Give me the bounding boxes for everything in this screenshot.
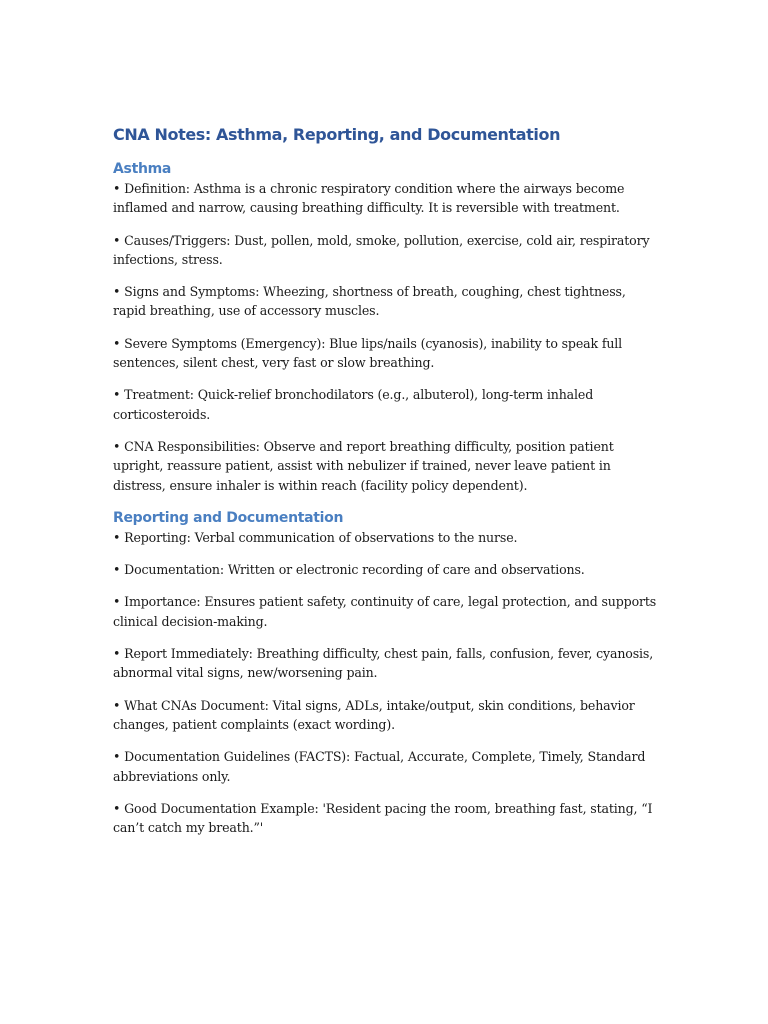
paragraph-good-documentation-example: • Good Documentation Example: 'Resident pacing the room, breathing fast, stating, “I can’t catch my breath.”' (113, 800, 653, 836)
paragraph-reporting: • Reporting: Verbal communication of observations to the nurse. (113, 529, 518, 545)
paragraph-asthma-signs: • Signs and Symptoms: Wheezing, shortness of breath, coughing, chest tightness, rapid breathing, use of accessory muscles. (113, 284, 626, 319)
paragraph-documentation-guidelines: • Documentation Guidelines (FACTS): Factual, Accurate, Complete, Timely, Standard abbreviations only. (113, 749, 646, 784)
document-title: CNA Notes: Asthma, Reporting, and Documentation (113, 125, 561, 144)
paragraph-asthma-definition: • Definition: Asthma is a chronic respiratory condition where the airways become inflamed and narrow, causing breathing difficulty. It is reversible with treatment. (113, 181, 625, 216)
paragraph-asthma-severe: • Severe Symptoms (Emergency): Blue lips/nails (cyanosis), inability to speak full sentences, silent chest, very fast or slow breathing. (113, 335, 623, 371)
paragraph-importance: • Importance: Ensures patient safety, continuity of care, legal protection, and supports clinical decision-making. (113, 594, 657, 629)
section-reporting (113, 528, 658, 838)
section-heading-asthma: Asthma (113, 161, 172, 177)
paragraph-what-cnas-document: • What CNAs Document: Vital signs, ADLs, intake/output, skin conditions, behavior changes, patient complaints (exact wording). (113, 697, 635, 732)
section-asthma (113, 179, 658, 495)
section-heading-reporting: Reporting and Documentation (113, 509, 344, 526)
document-body (113, 124, 658, 837)
paragraph-asthma-cna-responsibilities: • CNA Responsibilities: Observe and report breathing difficulty, position patient upright, reassure patient, assist with nebulizer if trained, never leave patient in distress, ensure inhaler is within reach (facility policy dependent). (113, 438, 614, 493)
paragraph-report-immediately: • Report Immediately: Breathing difficulty, chest pain, falls, confusion, fever, cyanosis, abnormal vital signs, new/worsening pain. (113, 646, 654, 681)
paragraph-asthma-treatment: • Treatment: Quick-relief bronchodilators (e.g., albuterol), long-term inhaled corticosteroids. (113, 387, 594, 422)
paragraph-asthma-causes: • Causes/Triggers: Dust, pollen, mold, smoke, pollution, exercise, cold air, respiratory infections, stress. (113, 232, 650, 267)
paragraph-documentation: • Documentation: Written or electronic recording of care and observations. (113, 562, 585, 578)
